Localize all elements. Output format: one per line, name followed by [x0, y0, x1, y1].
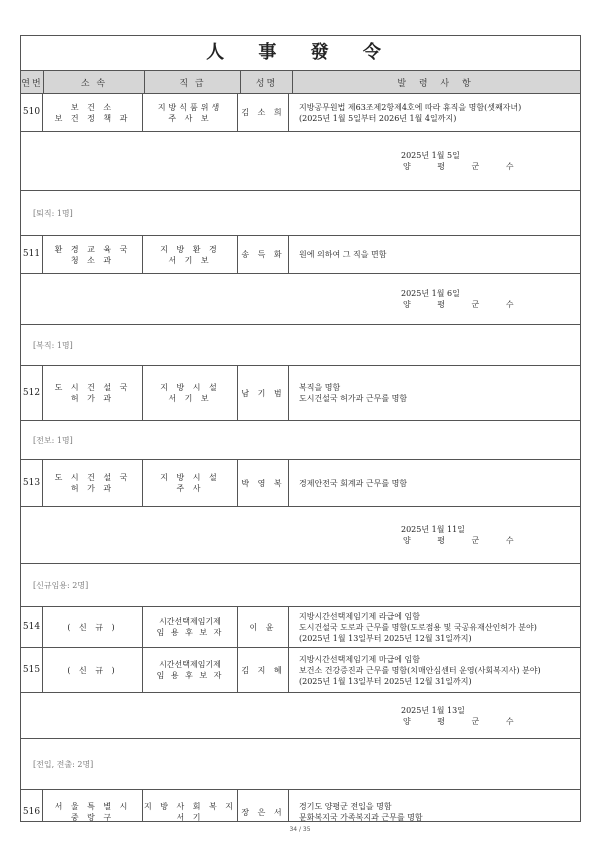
order-line: 지방공무원법 제63조제2항제4호에 따라 휴직을 명함(셋째자녀): [299, 102, 522, 112]
affiliation-line: 허 가 과: [70, 484, 115, 493]
record-affiliation: [43, 648, 143, 692]
record-order: [289, 790, 580, 822]
record-rank: [143, 790, 238, 822]
rank-line: 지 방 사 회 복 지: [143, 802, 237, 811]
order-line: 경기도 양평군 전입을 명함: [299, 802, 392, 811]
order-line: 경제안전국 회계과 근무를 명함: [299, 478, 408, 488]
record-affiliation: [43, 607, 143, 647]
rank-line: 주 사 보: [168, 113, 212, 123]
order-line: 지방시간선택제임기제 마급에 임함: [299, 654, 421, 664]
record-order: [289, 94, 580, 131]
date-signature: [21, 693, 580, 739]
order-date: 2025년 1월 5일: [401, 151, 460, 160]
table-row: [21, 790, 580, 822]
record-affiliation: [43, 94, 143, 131]
order-line: 문화복지국 가족복지과 근무를 명함: [299, 813, 423, 822]
date-signature: [21, 507, 580, 564]
date-signature: [21, 274, 580, 325]
record-rank: [143, 366, 238, 420]
order-line: 도시건설국 도로과 근무를 명함(도로점용 및 국공유재산인허가 분야): [299, 622, 537, 632]
order-line: 보건소 건강증진과 근무를 명함(치매안심센터 운영(사회복지사) 분야): [299, 665, 541, 675]
record-rank: [143, 94, 238, 131]
issuer: 양 평 군 수: [403, 162, 526, 171]
order-date: 2025년 1월 6일: [401, 289, 460, 298]
table-row: [21, 460, 580, 507]
affiliation-line: 환 경 교 육 국: [54, 244, 131, 254]
record-order: [289, 366, 580, 420]
header-order: 발 령 사 항: [397, 78, 476, 89]
section-label: [퇴직: 1명]: [21, 191, 580, 236]
rank-line: 지 방 시 설: [160, 473, 220, 482]
record-affiliation: [43, 460, 143, 506]
affiliation-line: 중 랑 구: [70, 813, 115, 822]
header-no: 연번: [21, 71, 44, 93]
page-number: 34 / 35: [289, 826, 311, 833]
record-no: 516: [21, 790, 43, 822]
affiliation-line: 보 건 소: [70, 102, 115, 112]
table-row: [21, 236, 580, 274]
section-label: [전입, 전출: 2명]: [21, 739, 580, 790]
affiliation-line: 청 소 과: [70, 255, 115, 265]
section-label: [복직: 1명]: [21, 325, 580, 366]
record-order: [289, 607, 580, 647]
section-label: [신규임용: 2명]: [21, 564, 580, 607]
rank-line: 임 용 후 보 자: [156, 628, 224, 637]
record-rank: [143, 460, 238, 506]
rank-line: 서 기 보: [168, 255, 212, 265]
order-line: (2025년 1월 5일부터 2026년 1월 4일까지): [299, 113, 457, 123]
order-date: 2025년 1월 13일: [401, 705, 465, 715]
rank-line: 지 방 환 경: [160, 244, 220, 254]
record-order: [289, 236, 580, 273]
section-label: [전보: 1명]: [21, 421, 580, 460]
affiliation-line: ( 신 규 ): [67, 622, 118, 632]
rank-line: 지 방 시 설: [160, 383, 220, 392]
issuer: 양 평 군 수: [403, 716, 526, 726]
record-name: 남 기 범: [238, 366, 289, 420]
record-name: 장 은 서: [238, 790, 289, 822]
record-no: 511: [21, 236, 43, 273]
affiliation-line: 서 울 특 별 시: [54, 802, 131, 811]
record-rank: [143, 607, 238, 647]
rank-line: 시간선택제임기제: [159, 660, 221, 669]
header-rank: 직 급: [145, 71, 241, 93]
record-name: 박 영 복: [238, 460, 289, 506]
order-line: 원에 의하여 그 직을 면함: [299, 250, 387, 259]
issuer: 양 평 군 수: [403, 536, 526, 545]
issuer: 양 평 군 수: [403, 300, 526, 309]
page-title: 人 事 發 令: [21, 36, 580, 71]
record-affiliation: [43, 236, 143, 273]
record-affiliation: [43, 366, 143, 420]
rank-line: 주 사: [176, 484, 204, 493]
rank-line: 서 기: [176, 813, 204, 822]
record-no: 515: [21, 648, 43, 692]
date-signature: [21, 132, 580, 191]
table-row: [21, 607, 580, 648]
record-name: 김 지 혜: [238, 648, 289, 692]
record-no: 512: [21, 366, 43, 420]
table-header: [21, 71, 580, 94]
header-affiliation: 소 속: [44, 71, 145, 93]
rank-line: 임 용 후 보 자: [156, 671, 224, 680]
record-order: [289, 460, 580, 506]
affiliation-line: ( 신 규 ): [67, 665, 118, 675]
order-line: 복직을 명함: [299, 383, 341, 392]
record-name: 송 득 화: [238, 236, 289, 273]
order-line: 도시건설국 허가과 근무를 명함: [299, 394, 408, 403]
record-rank: [143, 648, 238, 692]
header-name: 성명: [241, 71, 293, 93]
record-order: [289, 648, 580, 692]
affiliation-line: 도 시 건 설 국: [54, 473, 131, 482]
table-row: [21, 366, 580, 421]
order-line: 지방시간선택제임기제 라급에 임함: [299, 611, 421, 621]
record-name: 이 윤: [238, 607, 289, 647]
record-no: 510: [21, 94, 43, 131]
record-rank: [143, 236, 238, 273]
record-name: 김 소 희: [238, 94, 289, 131]
rank-line: 시간선택제임기제: [159, 617, 221, 626]
personnel-order-document: [20, 35, 581, 822]
table-row: [21, 648, 580, 693]
order-date: 2025년 1월 11일: [401, 525, 465, 534]
affiliation-line: 보 건 정 책 과: [54, 113, 131, 123]
rank-line: 지방식품위생: [157, 102, 223, 112]
order-line: (2025년 1월 13일부터 2025년 12월 31일까지): [299, 676, 472, 686]
rank-line: 서 기 보: [168, 394, 212, 403]
table-row: [21, 94, 580, 132]
record-affiliation: [43, 790, 143, 822]
record-no: 513: [21, 460, 43, 506]
record-no: 514: [21, 607, 43, 647]
affiliation-line: 도 시 건 설 국: [54, 383, 131, 392]
affiliation-line: 허 가 과: [70, 394, 115, 403]
order-line: (2025년 1월 13일부터 2025년 12월 31일까지): [299, 633, 472, 643]
